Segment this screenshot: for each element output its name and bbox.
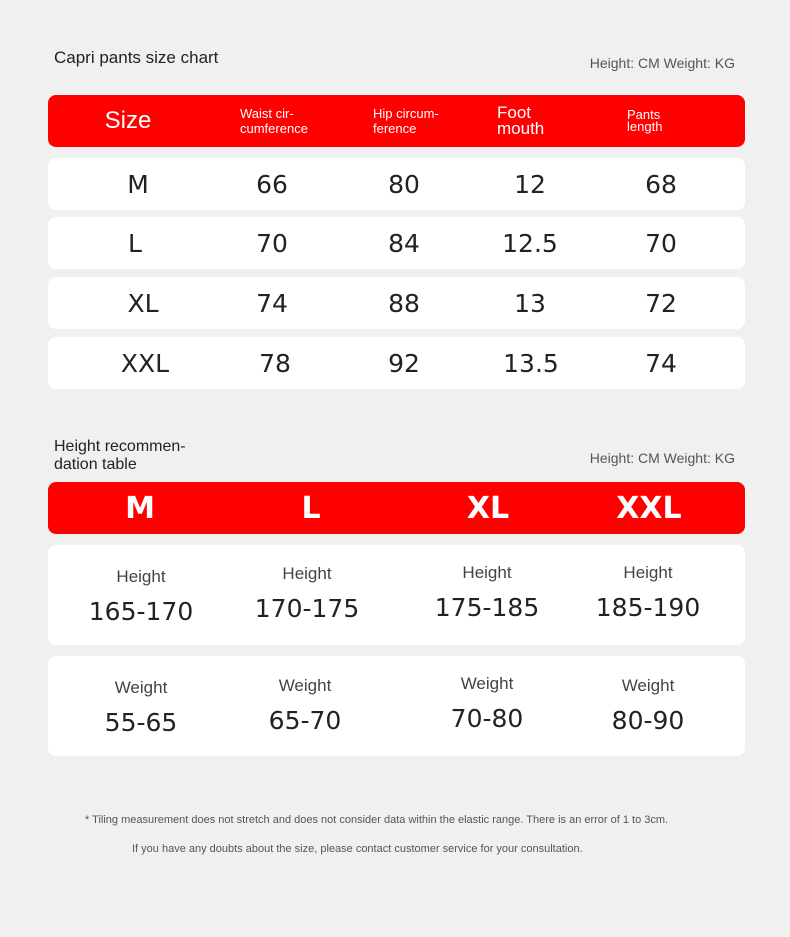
- height-table-header-bar: [48, 482, 745, 534]
- size-chart-header-bar: [48, 95, 745, 147]
- table-row: [48, 277, 745, 329]
- height-col: [71, 567, 211, 626]
- height-table-unit-note: Height: CM Weight: KG: [589, 450, 735, 466]
- height-table-title-line2: dation table: [54, 456, 137, 473]
- header-size: Size: [104, 107, 152, 134]
- row-size: XL: [127, 288, 159, 318]
- row-hip: 80: [388, 169, 420, 199]
- height-label: Height: [282, 564, 332, 583]
- row-length: 72: [645, 288, 677, 318]
- header-waist-line2: cumference: [240, 121, 308, 136]
- height-value: 170-175: [254, 594, 360, 623]
- height-label: Height: [462, 563, 512, 582]
- height-value: 165-170: [88, 597, 194, 626]
- table-row: [48, 158, 745, 210]
- height-header-size: XL: [466, 490, 510, 526]
- height-col: [417, 563, 557, 622]
- row-waist: 78: [259, 348, 291, 378]
- header-hip-line1: Hip circum-: [373, 106, 439, 121]
- row-length: 74: [645, 348, 677, 378]
- row-waist: 70: [256, 228, 288, 258]
- height-value: 185-190: [595, 593, 701, 622]
- header-hip-line2: ference: [373, 121, 417, 136]
- weight-col: [235, 676, 375, 735]
- row-foot: 13: [514, 288, 546, 318]
- height-card: [48, 545, 745, 645]
- row-foot: 13.5: [503, 348, 559, 378]
- header-foot-line2: mouth: [497, 119, 545, 138]
- row-size: L: [128, 228, 142, 258]
- row-waist: 66: [256, 169, 288, 199]
- row-hip: 84: [388, 228, 420, 258]
- weight-col: [417, 674, 557, 733]
- height-label: Height: [623, 563, 673, 582]
- height-label: Height: [116, 567, 166, 586]
- footnote-contact: If you have any doubts about the size, please contact customer service for your consultation.: [132, 843, 583, 855]
- height-col: [237, 564, 377, 623]
- row-waist: 74: [256, 288, 288, 318]
- header-waist: [240, 95, 350, 147]
- row-length: 70: [645, 228, 677, 258]
- row-size: M: [127, 169, 149, 199]
- header-waist-line1: Waist cir-: [240, 106, 294, 121]
- row-length: 68: [645, 169, 677, 199]
- header-pants-line1: Pants: [627, 107, 661, 122]
- height-header-size: L: [301, 490, 321, 526]
- height-header-size: M: [125, 490, 155, 526]
- height-table-title: [54, 438, 186, 474]
- weight-card: [48, 656, 745, 756]
- weight-col: [71, 678, 211, 737]
- height-header-size: XXL: [616, 490, 682, 526]
- height-col: [578, 563, 718, 622]
- weight-label: Weight: [114, 678, 168, 697]
- row-hip: 88: [388, 288, 420, 318]
- weight-value: 55-65: [104, 708, 178, 737]
- header-foot: [497, 95, 587, 147]
- header-pants-line2: length: [627, 119, 663, 134]
- weight-col: [578, 676, 718, 735]
- header-hip: [373, 95, 483, 147]
- weight-value: 70-80: [450, 704, 524, 733]
- weight-value: 80-90: [611, 706, 685, 735]
- table-row: [48, 217, 745, 269]
- size-chart-title: Capri pants size chart: [54, 48, 219, 67]
- header-pants-length: [627, 95, 717, 147]
- header-foot-line1: Foot: [497, 103, 532, 122]
- table-row: [48, 337, 745, 389]
- height-table-title-line1: Height recommen-: [54, 438, 186, 455]
- row-hip: 92: [388, 348, 420, 378]
- row-foot: 12.5: [502, 228, 558, 258]
- row-foot: 12: [514, 169, 546, 199]
- row-size: XXL: [120, 348, 170, 378]
- footnote-tiling: * Tiling measurement does not stretch and does not consider data within the elastic range. There is an error of 1 to 3cm.: [85, 814, 669, 826]
- height-value: 175-185: [434, 593, 540, 622]
- weight-label: Weight: [278, 676, 332, 695]
- weight-label: Weight: [460, 674, 514, 693]
- weight-label: Weight: [621, 676, 675, 695]
- weight-value: 65-70: [268, 706, 342, 735]
- size-chart-unit-note: Height: CM Weight: KG: [589, 55, 735, 71]
